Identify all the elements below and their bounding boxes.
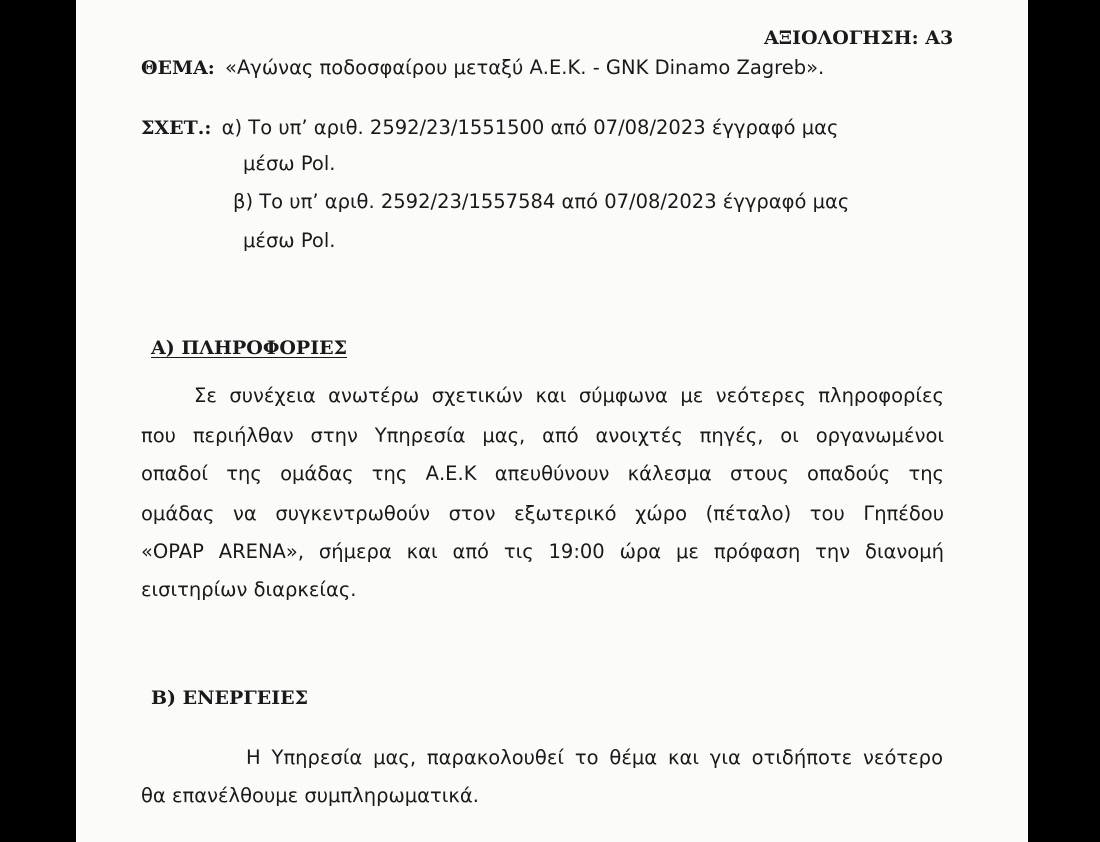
subject-label: ΘΕΜΑ:	[141, 57, 215, 79]
reference-item-a-line2: μέσω Pol.	[243, 152, 336, 175]
classification-label: ΑΞΙΟΛΟΓΗΣΗ: Α3	[764, 27, 954, 49]
subject-line	[141, 56, 824, 80]
section-a-line-3	[141, 462, 944, 486]
section-a-line-2	[141, 424, 944, 448]
section-a-heading: Α) ΠΛΗΡΟΦΟΡΙΕΣ	[151, 337, 348, 359]
section-b-line-2: θα επανέλθουμε συμπληρωματικά.	[141, 784, 479, 807]
section-b-line-1-text: Η Υπηρεσία μας, παρακολουθεί το θέμα και για οτιδήποτε νεότερο	[246, 746, 943, 769]
section-a-line-6: εισιτηρίων διαρκείας.	[141, 578, 357, 601]
section-a-line-5	[141, 540, 944, 564]
section-a-line-1	[194, 384, 944, 408]
subject-text: «Αγώνας ποδοσφαίρου μεταξύ Α.Ε.Κ. - GNK Dinamo Zagreb».	[225, 56, 825, 79]
section-a-line-5-text: «OPAP ARENA», σήμερα και από τις 19:00 ώρα με πρόφαση την διανομή	[141, 540, 944, 563]
section-b-line-1	[246, 746, 943, 770]
section-a-line-4-text: ομάδας να συγκεντρωθούν στον εξωτερικό χώρο (πέταλο) του Γηπέδου	[141, 502, 944, 525]
reference-item-a-line1: α) Το υπ’ αριθ. 2592/23/1551500 από 07/08/2023 έγγραφό μας	[221, 116, 839, 139]
section-b-heading: Β) ΕΝΕΡΓΕΙΕΣ	[151, 687, 309, 709]
document-page	[76, 0, 1028, 842]
reference-item-b-line1: β) Το υπ’ αριθ. 2592/23/1557584 από 07/08/2023 έγγραφό μας	[233, 190, 850, 213]
reference-item-b-line2: μέσω Pol.	[243, 229, 336, 252]
section-a-line-1-text: Σε συνέχεια ανωτέρω σχετικών και σύμφωνα με νεότερες πληροφορίες	[194, 384, 944, 407]
section-a-line-3-text: οπαδοί της ομάδας της Α.Ε.Κ απευθύνουν κάλεσμα στους οπαδούς της	[141, 462, 944, 485]
reference-line-1	[141, 116, 838, 140]
document-body	[76, 0, 1028, 842]
section-a-line-4	[141, 502, 944, 526]
section-a-line-2-text: που περιήλθαν στην Υπηρεσία μας, από ανοιχτές πηγές, οι οργανωμένοι	[141, 424, 944, 447]
reference-label: ΣΧΕΤ.:	[141, 117, 212, 139]
